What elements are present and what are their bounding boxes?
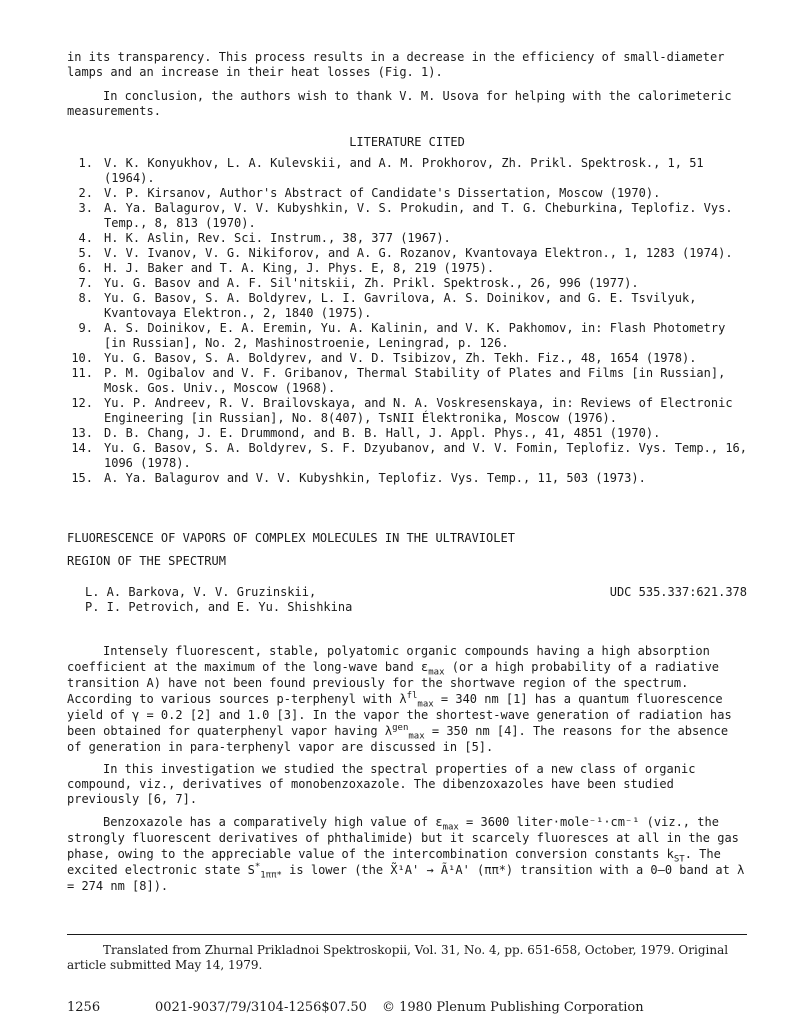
reference-number: 3. [78,201,93,215]
body-paragraph-2: In this investigation we studied the spectral properties of a new class of organic compound, viz., derivatives of monobenzoxazole. The dibenzoxazoles have been studied previously [6, 7]. [67,762,696,806]
reference-number: 10. [71,351,93,365]
reference-number: 15. [71,471,93,485]
reference-number: 6. [78,261,93,275]
reference-text: Yu. G. Basov, S. A. Boldyrev, S. F. Dzyubanov, and V. V. Fomin, Teplofiz. Vys. Temp., 16, 1096 (1978). [104,441,747,470]
body-paragraph-3: Benzoxazole has a comparatively high value of $\varepsilon_{max} = 3600$ liter·mole⁻¹·cm⁻¹ (viz., the strongly fluorescent derivatives of phthalimide) but it scarcely fluoresces at all in the gas phase, owing to the appreciable value of the intercombination conversion constants $k_{ST}$. The excited electronic state $S^*_{1\pi\pi*}$ is lower (the X̃¹A' → Ã¹A' (ππ*) transition with a 0–0 band at λ = 274 nm [8]). [67,815,745,893]
reference-list [67,156,747,486]
udc-code: UDC 535.337:621.378 [609,585,747,599]
intro-paragraph-1: in its transparency. This process results in a decrease in the efficiency of small-diameter lamps and an increase in their heat losses (Fig. 1). [67,50,725,79]
reference-text: V. P. Kirsanov, Author's Abstract of Candidate's Dissertation, Moscow (1970). [104,186,661,200]
footnote-rule [67,934,747,935]
authors-line-1: L. A. Barkova, V. V. Gruzinskii, [85,585,317,599]
reference-number: 5. [78,246,93,260]
reference-number: 8. [78,291,93,305]
reference-text: P. M. Ogibalov and V. F. Gribanov, Thermal Stability of Plates and Films [in Russian], Mosk. Gos. Univ., Moscow (1968). [104,366,726,395]
reference-item [67,366,747,396]
reference-number: 7. [78,276,93,290]
reference-number: 13. [71,426,93,440]
literature-heading: LITERATURE CITED [349,135,465,149]
reference-text: Yu. G. Basov, S. A. Boldyrev, L. I. Gavrilova, A. S. Doinikov, and G. E. Tsvilyuk, Kvantovaya Elektron., 2, 1840 (1975). [104,291,697,320]
reference-text: D. B. Chang, J. E. Drummond, and B. B. Hall, J. Appl. Phys., 41, 4851 (1970). [104,426,661,440]
author-list [85,585,352,615]
article-title-line-2: REGION OF THE SPECTRUM [67,554,226,568]
reference-number: 12. [71,396,93,410]
reference-number: 4. [78,231,93,245]
reference-item [67,396,747,426]
literature-section [67,135,747,486]
body-paragraph-1: Intensely fluorescent, stable, polyatomic organic compounds having a high absorption coefficient at the maximum of the long-wave band $\varepsilon_{max}$ (or a high probability of a radiative transition A) have not been found previously for the shortwave region of the spectrum. According to various sources p-terphenyl with $\lambda^{fl}_{max} = 340$ nm [1] has a quantum fluorescence yield of γ = 0.2 [2] and 1.0 [3]. In the vapor the shortest-wave generation of radiation has been obtained for quaterphenyl vapor having $\lambda^{gen}_{max} = 350$ nm [4]. The reasons for the absence of generation in para-terphenyl vapor are discussed in [5]. [67,644,732,754]
reference-text: A. Ya. Balagurov, V. V. Kubyshkin, V. S. Prokudin, and T. G. Cheburkina, Teplofiz. Vys. Temp., 8, 813 (1970). [104,201,733,230]
reference-item [67,441,747,471]
reference-item [67,246,747,261]
reference-text: Yu. G. Basov, S. A. Boldyrev, and V. D. Tsibizov, Zh. Tekh. Fiz., 48, 1654 (1978). [104,351,697,365]
translation-footnote: Translated from Zhurnal Prikladnoi Spektroskopii, Vol. 31, No. 4, pp. 651-658, October, 1979. Original article submitted May 14, 1979. [67,943,729,972]
reference-text: V. V. Ivanov, V. G. Nikiforov, and A. G. Rozanov, Kvantovaya Elektron., 1, 1283 (1974). [104,246,733,260]
reference-text: H. K. Aslin, Rev. Sci. Instrum., 38, 377 (1967). [104,231,451,245]
authors-block [67,585,747,615]
reference-text: A. Ya. Balagurov and V. V. Kubyshkin, Teplofiz. Vys. Temp., 11, 503 (1973). [104,471,646,485]
reference-item [67,186,747,201]
reference-item [67,201,747,231]
intro-section [67,50,747,119]
reference-text: Yu. P. Andreev, R. V. Brailovskaya, and N. A. Voskresenskaya, in: Reviews of Electronic Engineering [in Russian], No. 8(407), TsNII Élektronika, Moscow (1976). [104,396,733,425]
reference-number: 9. [78,321,93,335]
reference-item [67,276,747,291]
footnote-section [67,943,747,973]
reference-item [67,471,747,486]
reference-item [67,426,747,441]
reference-text: Yu. G. Basov and A. F. Sil'nitskii, Zh. Prikl. Spektrosk., 26, 996 (1977). [104,276,639,290]
reference-number: 11. [71,366,93,380]
article-code: 0021-9037/79/3104-1256$07.50 [155,1000,367,1015]
reference-number: 1. [78,156,93,170]
reference-item [67,231,747,246]
article-header [67,527,747,615]
reference-item [67,261,747,276]
reference-text: A. S. Doinikov, E. A. Eremin, Yu. A. Kalinin, and V. K. Pakhomov, in: Flash Photometry [in Russian], No. 2, Mashinostroenie, Leningrad, p. 126. [104,321,726,350]
reference-text: V. K. Konyukhov, L. A. Kulevskii, and A. M. Prokhorov, Zh. Prikl. Spektrosk., 1, 51 (1964). [104,156,704,185]
reference-item [67,321,747,351]
authors-line-2: P. I. Petrovich, and E. Yu. Shishkina [85,600,353,614]
reference-item [67,291,747,321]
acknowledgment-paragraph: In conclusion, the authors wish to thank V. M. Usova for helping with the calorimeteric measurements. [67,89,732,118]
reference-text: H. J. Baker and T. A. King, J. Phys. E, 8, 219 (1975). [104,261,495,275]
article-body [67,643,747,894]
copyright-notice: © 1980 Plenum Publishing Corporation [382,1000,644,1015]
reference-item [67,351,747,366]
page-number: 1256 [67,1000,101,1015]
article-title-line-1: FLUORESCENCE OF VAPORS OF COMPLEX MOLECULES IN THE ULTRAVIOLET [67,531,515,545]
reference-number: 2. [78,186,93,200]
reference-number: 14. [71,441,93,455]
reference-item [67,156,747,186]
